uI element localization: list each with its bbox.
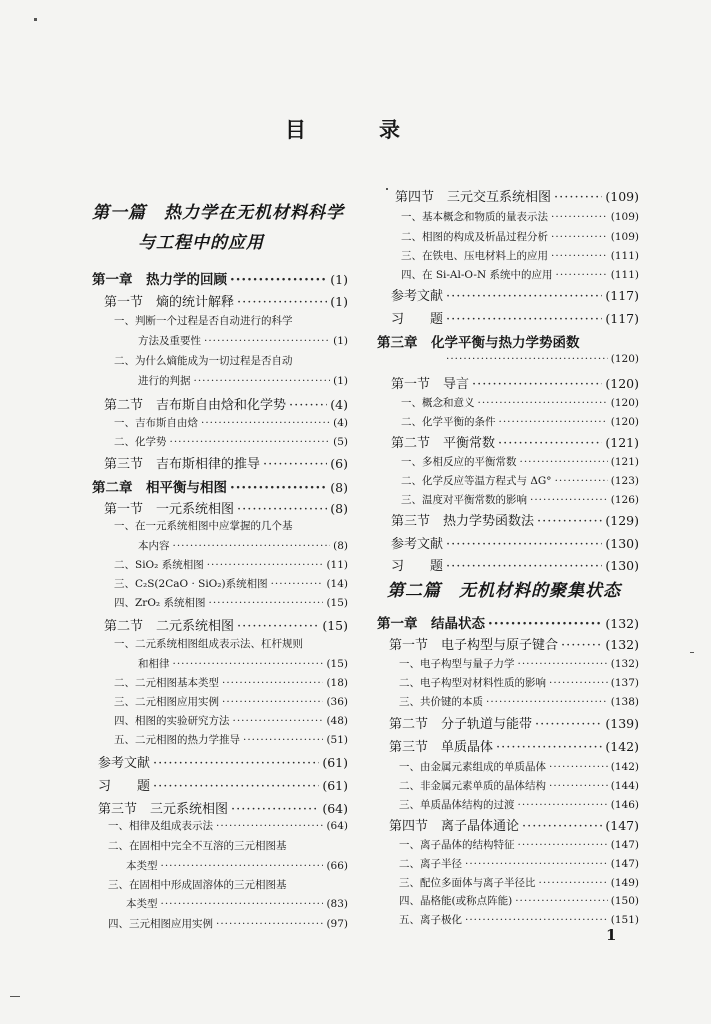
- dot-leader: [446, 559, 602, 574]
- toc-entry-title: 一、电子构型与量子力学: [399, 658, 515, 670]
- toc-subitem: [114, 732, 348, 747]
- toc-reference: [98, 752, 348, 771]
- toc-subitem: [108, 838, 348, 853]
- toc-entry-title: 二、化学反应等温方程式与 ΔG°: [401, 475, 552, 487]
- toc-entry-title: 第二节 分子轨道与能带: [389, 717, 533, 732]
- dot-leader: [230, 480, 327, 496]
- toc-subitem: [138, 656, 348, 671]
- toc-entry-title: 第四节 离子晶体通论: [389, 819, 520, 834]
- toc-page-number: (15): [326, 658, 348, 670]
- page-title: 目 录: [285, 117, 426, 142]
- dot-leader: [222, 677, 323, 689]
- dot-leader: [465, 914, 608, 926]
- toc-page-number: (117): [605, 311, 639, 326]
- toc-chapter: [92, 268, 348, 288]
- toc-page-number: (18): [326, 677, 348, 689]
- dot-leader: [465, 858, 608, 870]
- toc-subitem: [399, 856, 639, 871]
- toc-page-number: (1): [333, 375, 348, 387]
- toc-page-number: (109): [610, 231, 639, 243]
- toc-entry-title: 本内容: [138, 540, 170, 552]
- toc-section: [104, 453, 348, 472]
- toc-entry-title: 本类型: [126, 898, 158, 910]
- toc-page-number: (8): [333, 540, 348, 552]
- dot-leader: [173, 658, 324, 670]
- toc-entry-title: 第三节 吉布斯相律的推导: [104, 457, 261, 472]
- toc-section: [389, 736, 639, 755]
- toc-page-number: (120): [610, 416, 639, 428]
- dot-leader: [549, 761, 608, 773]
- toc-entry-title: 习 题: [98, 779, 151, 794]
- toc-subitem: [138, 538, 348, 553]
- toc-subitem: [114, 434, 348, 449]
- dot-leader: [216, 918, 323, 930]
- toc-entry-title: 二、离子半径: [399, 858, 462, 870]
- toc-page-number: (138): [610, 696, 639, 708]
- toc-page-number: (6): [330, 456, 348, 471]
- dot-leader: [208, 597, 323, 609]
- toc-entry-title: 第一节 导言: [391, 377, 470, 392]
- toc-entry-title: 一、由金属元素组成的单质晶体: [399, 761, 546, 773]
- toc-page-number: (150): [610, 895, 639, 907]
- toc-subitem: [399, 675, 639, 690]
- toc-page-number: (130): [605, 536, 639, 551]
- toc-subitem: [401, 395, 639, 410]
- toc-subitem: [401, 229, 639, 244]
- dot-leader: [478, 397, 608, 409]
- dot-leader: [522, 819, 602, 834]
- dot-leader: [237, 502, 327, 517]
- toc-entry-title: 第三节 单质晶体: [389, 740, 494, 755]
- toc-entry-title: 第一节 一元系统相图: [104, 502, 235, 517]
- toc-page-number: (121): [610, 456, 639, 468]
- toc-page-number: (120): [605, 376, 639, 391]
- toc-subitem: [399, 837, 639, 852]
- toc-chapter: [377, 612, 639, 632]
- toc-entry-title: 二、电子构型对材料性质的影响: [399, 677, 546, 689]
- toc-subitem: [114, 694, 348, 709]
- dot-leader: [556, 269, 608, 281]
- toc-entry-title: 一、概念和意义: [401, 397, 475, 409]
- toc-entry-title: 二、非金属元素单质的晶体结构: [399, 780, 546, 792]
- toc-page-number: (132): [605, 637, 639, 652]
- toc-entry-title: 第二节 吉布斯自由焓和化学势: [104, 398, 287, 413]
- toc-page-number: (147): [610, 858, 639, 870]
- toc-entry-title: 一、吉布斯自由焓: [114, 417, 198, 429]
- toc-entry-title: 进行的判据: [138, 375, 191, 387]
- toc-entry-title: 第二节 二元系统相图: [104, 619, 235, 634]
- toc-page-number: (83): [326, 898, 348, 910]
- toc-entry-title: 第一节 熵的统计解释: [104, 295, 235, 310]
- toc-subitem: [401, 209, 639, 224]
- toc-page-number: (64): [322, 801, 348, 816]
- toc-page-number: (36): [326, 696, 348, 708]
- toc-subitem: [399, 893, 639, 908]
- toc-section: [104, 498, 348, 517]
- toc-chapter: [377, 331, 639, 351]
- toc-reference: [391, 533, 639, 552]
- dot-leader: [518, 658, 608, 670]
- dot-leader: [496, 740, 602, 755]
- toc-subitem: [443, 353, 639, 365]
- toc-entry-title: 一、相律及组成表示法: [108, 820, 213, 832]
- toc-subitem: [401, 473, 639, 488]
- toc-page-number: (4): [330, 397, 348, 412]
- toc-entry-title: 本类型: [126, 860, 158, 872]
- dot-leader: [535, 717, 602, 732]
- dot-leader: [194, 375, 331, 387]
- toc-subitem: [399, 875, 639, 890]
- toc-page-number: (97): [326, 918, 348, 930]
- toc-subitem: [399, 656, 639, 671]
- toc-page-number: (61): [322, 755, 348, 770]
- toc-entry-title: 三、在铁电、压电材料上的应用: [401, 250, 548, 262]
- toc-subitem: [399, 694, 639, 709]
- toc-subitem: [126, 896, 348, 911]
- dot-leader: [486, 696, 608, 708]
- toc-subitem: [114, 415, 348, 430]
- toc-subitem: [114, 636, 348, 651]
- dot-leader: [153, 779, 319, 794]
- toc-page-number: (15): [326, 597, 348, 609]
- toc-entry-title: 三、温度对平衡常数的影响: [401, 494, 527, 506]
- toc-page-number: (129): [605, 513, 639, 528]
- toc-entry-title: 一、多相反应的平衡常数: [401, 456, 517, 468]
- toc-page-number: (111): [610, 250, 639, 262]
- toc-subitem: [401, 454, 639, 469]
- toc-entry-title: 二、在固相中完全不互溶的三元相图基: [108, 840, 287, 852]
- toc-subitem: [401, 248, 639, 263]
- toc-subitem: [114, 313, 348, 328]
- dot-leader: [537, 514, 602, 529]
- toc-page-number: (61): [322, 778, 348, 793]
- dot-leader: [216, 820, 323, 832]
- dot-leader: [207, 559, 324, 571]
- dot-leader: [231, 802, 319, 817]
- toc-page-number: (1): [333, 335, 348, 347]
- toc-entry-title: 二、化学势: [114, 436, 167, 448]
- toc-subitem: [114, 675, 348, 690]
- toc-section: [104, 615, 348, 634]
- toc-entry-title: 四、三元相图应用实例: [108, 918, 213, 930]
- dot-leader: [488, 616, 602, 632]
- dot-leader: [539, 877, 608, 889]
- toc-section: [104, 291, 348, 310]
- toc-section: [391, 432, 639, 451]
- toc-subitem: [401, 267, 639, 282]
- dot-leader: [243, 734, 323, 746]
- page-number: 1: [606, 926, 617, 944]
- toc-section: [389, 713, 639, 732]
- toc-page-number: (64): [326, 820, 348, 832]
- dot-leader: [271, 578, 324, 590]
- toc-subitem: [126, 858, 348, 873]
- toc-subitem: [108, 877, 348, 892]
- toc-subitem: [114, 576, 348, 591]
- toc-page-number: (146): [610, 799, 639, 811]
- dot-leader: [472, 377, 602, 392]
- toc-entry-title: 第二节 平衡常数: [391, 436, 496, 451]
- toc-page-number: (120): [610, 397, 639, 409]
- dot-leader: [499, 416, 608, 428]
- dot-leader: [446, 289, 602, 304]
- toc-entry-title: 四、ZrO₂ 系统相图: [114, 597, 206, 609]
- dot-leader: [554, 190, 602, 205]
- toc-page-number: (147): [605, 818, 639, 833]
- toc-section: [395, 186, 639, 205]
- toc-reference: [98, 775, 348, 794]
- toc-entry-title: 三、C₂S(2CaO · SiO₂)系统相图: [114, 578, 268, 590]
- toc-entry-title: 习 题: [391, 559, 444, 574]
- part-heading: 第一篇 热力学在无机材料科学: [92, 203, 344, 223]
- toc-page-number: (139): [605, 716, 639, 731]
- toc-page-number: (4): [333, 417, 348, 429]
- toc-reference: [391, 285, 639, 304]
- toc-entry-title: 一、二元系统相图组成表示法、杠杆规则: [114, 638, 303, 650]
- toc-page-number: (14): [326, 578, 348, 590]
- toc-subitem: [399, 912, 639, 927]
- toc-entry-title: 第三节 三元系统相图: [98, 802, 229, 817]
- toc-entry-title: 一、在一元系统相图中应掌握的几个基: [114, 520, 293, 532]
- toc-chapter: [92, 476, 348, 496]
- dot-leader: [173, 540, 331, 552]
- toc-page-number: (130): [605, 558, 639, 573]
- dot-leader: [498, 436, 602, 451]
- toc-subitem: [114, 353, 348, 368]
- toc-page-number: (123): [610, 475, 639, 487]
- toc-page-number: (15): [322, 618, 348, 633]
- toc-entry-title: 三、二元相图应用实例: [114, 696, 219, 708]
- toc-subitem: [399, 778, 639, 793]
- toc-subitem: [114, 518, 348, 533]
- dot-leader: [549, 780, 608, 792]
- toc-page-number: (132): [610, 658, 639, 670]
- toc-subitem: [401, 492, 639, 507]
- toc-page-number: (151): [610, 914, 639, 926]
- dot-leader: [530, 494, 608, 506]
- dot-leader: [204, 335, 330, 347]
- toc-entry-title: 三、单质晶体结构的过渡: [399, 799, 515, 811]
- toc-section: [389, 634, 639, 653]
- dot-leader: [446, 353, 608, 365]
- toc-entry-title: 二、二元相图基本类型: [114, 677, 219, 689]
- dot-leader: [233, 715, 324, 727]
- toc-subitem: [108, 916, 348, 931]
- toc-entry-title: 四、晶格能(或称点阵能): [399, 895, 513, 907]
- toc-subitem: [114, 595, 348, 610]
- toc-page-number: (120): [610, 353, 639, 365]
- dot-leader: [446, 312, 602, 327]
- toc-entry-title: 一、离子晶体的结构特征: [399, 839, 515, 851]
- toc-entry-title: 二、相图的构成及析晶过程分析: [401, 231, 548, 243]
- toc-subitem: [138, 373, 348, 388]
- toc-entry-title: 参考文献: [98, 756, 151, 771]
- toc-subitem: [114, 557, 348, 572]
- dot-leader: [161, 898, 324, 910]
- dot-leader: [551, 211, 608, 223]
- toc-page-number: (126): [610, 494, 639, 506]
- toc-entry-title: 第一章 结晶状态: [377, 616, 485, 632]
- toc-subitem: [114, 713, 348, 728]
- toc-entry-title: 三、在固相中形成固溶体的三元相图基: [108, 879, 287, 891]
- toc-entry-title: 一、基本概念和物质的量表示法: [401, 211, 548, 223]
- toc-entry-title: 第四节 三元交互系统相图: [395, 190, 552, 205]
- toc-subitem: [399, 759, 639, 774]
- toc-entry-title: 二、SiO₂ 系统相图: [114, 559, 204, 571]
- toc-entry-title: 四、在 Si-Al-O-N 系统中的应用: [401, 269, 553, 281]
- toc-page-number: (109): [610, 211, 639, 223]
- toc-section: [391, 373, 639, 392]
- toc-page-number: (142): [610, 761, 639, 773]
- toc-page-number: (144): [610, 780, 639, 792]
- toc-entry-title: 第二章 相平衡与相图: [92, 480, 227, 496]
- dot-leader: [555, 475, 608, 487]
- dot-leader: [446, 537, 602, 552]
- dot-leader: [161, 860, 324, 872]
- toc-page-number: (66): [326, 860, 348, 872]
- toc-page-number: (8): [330, 480, 348, 495]
- toc-entry-title: 三、共价键的本质: [399, 696, 483, 708]
- toc-entry-title: 二、化学平衡的条件: [401, 416, 496, 428]
- toc-page-number: (1): [330, 272, 348, 287]
- dot-leader: [520, 456, 608, 468]
- dot-leader: [170, 436, 331, 448]
- toc-page-number: (109): [605, 189, 639, 204]
- scan-speck: [34, 18, 37, 21]
- toc-entry-title: 第一章 热力学的回顾: [92, 272, 227, 288]
- toc-page-number: (5): [333, 436, 348, 448]
- toc-page-number: (48): [326, 715, 348, 727]
- dot-leader: [230, 272, 327, 288]
- toc-entry-title: 四、相图的实验研究方法: [114, 715, 230, 727]
- toc-section: [391, 510, 639, 529]
- toc-page-number: (51): [326, 734, 348, 746]
- dot-leader: [289, 398, 327, 413]
- dot-leader: [551, 250, 608, 262]
- dot-leader: [263, 457, 327, 472]
- toc-entry-title: 三、配位多面体与离子半径比: [399, 877, 536, 889]
- dot-leader: [153, 756, 319, 771]
- toc-page-number: (147): [610, 839, 639, 851]
- toc-subitem: [108, 818, 348, 833]
- toc-subitem: [138, 333, 348, 348]
- dot-leader: [518, 839, 608, 851]
- toc-page-number: (121): [605, 435, 639, 450]
- toc-reference: [391, 555, 639, 574]
- toc-entry-title: 第三章 化学平衡与热力学势函数: [377, 335, 580, 351]
- toc-page-number: (1): [330, 294, 348, 309]
- dot-leader: [549, 677, 608, 689]
- toc-page-number: (137): [610, 677, 639, 689]
- part-heading: 第二篇 无机材料的聚集状态: [387, 581, 621, 601]
- scan-speck: [690, 652, 694, 653]
- toc-page-number: (111): [610, 269, 639, 281]
- scan-speck: [386, 188, 388, 190]
- toc-page-number: (117): [605, 288, 639, 303]
- toc-page-number: (132): [605, 616, 639, 631]
- toc-page-number: (149): [610, 877, 639, 889]
- toc-subitem: [399, 797, 639, 812]
- dot-leader: [222, 696, 323, 708]
- toc-entry-title: 参考文献: [391, 537, 444, 552]
- toc-page-number: (8): [330, 501, 348, 516]
- toc-entry-title: 参考文献: [391, 289, 444, 304]
- toc-entry-title: 第三节 热力学势函数法: [391, 514, 535, 529]
- dot-leader: [561, 638, 602, 653]
- toc-entry-title: 第一节 电子构型与原子键合: [389, 638, 559, 653]
- toc-entry-title: 和相律: [138, 658, 170, 670]
- toc-entry-title: 一、判断一个过程是否自动进行的科学: [114, 315, 293, 327]
- dot-leader: [518, 799, 608, 811]
- dot-leader: [551, 231, 608, 243]
- toc-section: [98, 798, 348, 817]
- part-heading: 与工程中的应用: [138, 233, 264, 253]
- toc-entry-title: 方法及重要性: [138, 335, 201, 347]
- scan-speck: [10, 996, 20, 997]
- toc-page-number: (11): [326, 559, 348, 571]
- dot-leader: [237, 619, 319, 634]
- toc-entry-title: 五、二元相图的热力学推导: [114, 734, 240, 746]
- toc-section: [104, 394, 348, 413]
- toc-entry-title: 二、为什么熵能成为一切过程是否自动: [114, 355, 293, 367]
- toc-entry-title: 五、离子极化: [399, 914, 462, 926]
- toc-page-number: (142): [605, 739, 639, 754]
- dot-leader: [201, 417, 330, 429]
- dot-leader: [237, 295, 327, 310]
- dot-leader: [515, 895, 608, 907]
- toc-subitem: [401, 414, 639, 429]
- toc-reference: [391, 308, 639, 327]
- toc-section: [389, 815, 639, 834]
- toc-entry-title: 习 题: [391, 312, 444, 327]
